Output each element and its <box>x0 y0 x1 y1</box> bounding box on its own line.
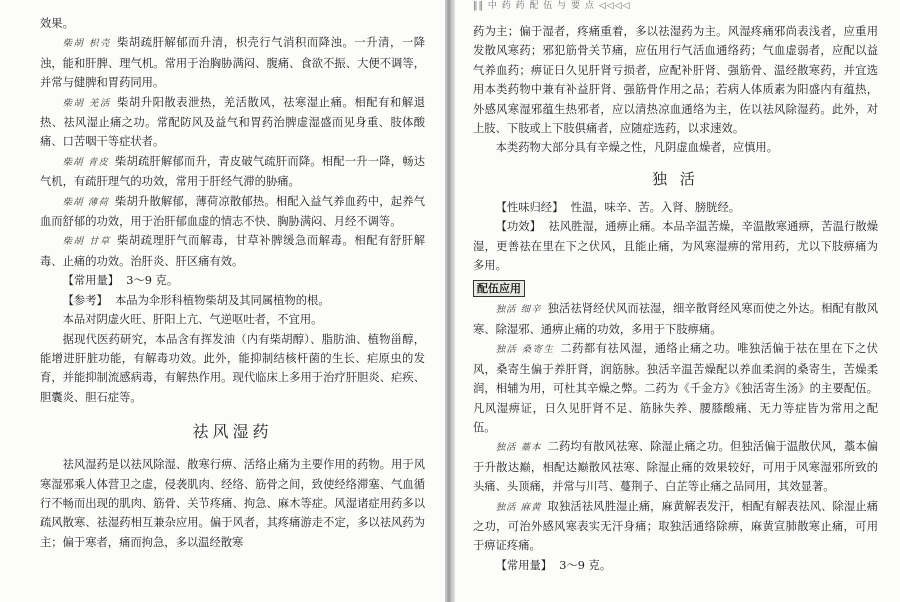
dosage-value: 3～9 克。 <box>559 558 612 572</box>
dosage-paragraph <box>473 556 878 575</box>
combo-run-head: 独活 细辛 <box>495 304 542 316</box>
combo-run-head: 柴胡 枳壳 <box>62 38 111 50</box>
dosage-tag: 【常用量】 <box>62 274 120 288</box>
combo-run-head: 柴胡 羌活 <box>62 97 111 109</box>
combo-paragraph <box>473 299 878 339</box>
reference-text: 本品为伞形科植物柴胡及其同属植物的根。 <box>114 293 330 307</box>
book-spine <box>445 0 455 602</box>
combo-run-head: 独活 桑寄生 <box>495 344 555 356</box>
badge-row <box>473 277 878 297</box>
reference-paragraph <box>40 291 425 310</box>
combination-badge: 配伍应用 <box>473 280 525 297</box>
combo-text: 柴胡疏理肝气而解毒，甘草补脾缓急而解毒。相配有舒肝解毒、止痛的功效。治肝炎、肝区痛有效。 <box>40 234 425 268</box>
combo-run-head: 独活 藁本 <box>495 442 542 454</box>
dosage-paragraph <box>40 271 425 290</box>
combo-paragraph <box>40 93 425 152</box>
combo-text: 柴胡升阳散表泄热，羌活散风，祛寒湿止痛。相配有和解退热、祛风湿止痛之功。常配防风及益气和胃药治脾虚湿盛而见身重、肢体酸痛、口苦咽干等症状者。 <box>40 95 425 149</box>
reference-tag: 【参考】 <box>62 293 108 307</box>
combo-text: 柴胡疏肝解郁而升清，枳壳行气消积而降浊。一升清，一降浊，能和肝脾、理气机。常用于治胸胁满闷、腹痛、食欲不振、大便不调等，并常与健脾和胃药同用。 <box>40 36 425 90</box>
combo-run-head: 柴胡 青皮 <box>62 156 110 168</box>
effect-tag: 【功效】 <box>495 220 542 234</box>
paragraph: 效果。 <box>40 17 74 30</box>
effect-paragraph <box>473 217 878 275</box>
left-page <box>0 0 445 602</box>
right-page <box>455 0 900 602</box>
combo-run-head: 独活 麻黄 <box>495 501 542 513</box>
paragraph: 本类药物大部分具有辛燥之性，凡阴虚血燥者，应慎用。 <box>495 141 779 155</box>
paragraph: 据现代医药研究，本品含有挥发油（内有柴胡醇）、脂肪油、植物甾醇，能增进肝脏功能，有解毒功效。此外，能抑制结核杆菌的生长、疟原虫的发育，并能抑制流感病毒，有解热作用。现代临床上多用于治疗肝胆炎、疟疾、胆囊炎、胆石症等。 <box>40 332 425 404</box>
combo-paragraph <box>40 192 425 232</box>
paragraph: 本品对阴虚火旺、肝阳上亢、气逆呕吐者，不宜用。 <box>62 313 323 327</box>
paragraph: 药为主；偏于湿者，疼痛重着，多以祛湿药为主。风湿疼痛邪尚表浅者，应重用发散风寒药；邪犯筋骨关节痛，应伍用行气活血通络药；气血虚弱者，应配以益气养血药；痹证日久见肝肾亏损者，应配补肝肾、强筋骨、温经散寒药，并宜选用本类药物中兼有补益肝肾、强筋骨作用之品；若病人体质素为阳盛内有蕴热，外感风寒湿邪蕴生热邪者，应以清热凉血通络为主，佐以祛风除湿药。此外，对上肢、下肢或上下肢俱痛者，应随症选药，以求速效。 <box>473 25 878 136</box>
combo-paragraph <box>473 497 878 556</box>
combo-paragraph <box>40 33 425 92</box>
combo-paragraph <box>40 231 425 271</box>
property-paragraph <box>473 198 878 217</box>
effect-text: 祛风胜湿，通痹止痛。本品辛温苦燥，辛温散寒通痹，苦温行散燥湿，更善祛在里在下之伏风，且能止痛，为风寒湿痹的常用药，尤以下肢痹痛为多用。 <box>473 220 878 273</box>
combo-run-head: 柴胡 薄荷 <box>62 196 110 208</box>
property-text: 性温，味辛、苦。入肾、膀胱经。 <box>570 200 741 214</box>
combo-run-head: 柴胡 甘草 <box>62 236 111 248</box>
combo-text: 取独活祛风胜湿止痛，麻黄解表发汗，相配有解表祛风、除湿止痛之功，可治外感风寒表实无汗身痛；取独活通络除痹，麻黄宣肺散寒止痛，可用于痹证疼痛。 <box>473 499 878 553</box>
combo-text: 二药都有祛风湿，通络止痛之功。唯独活偏于祛在里在下之伏风，桑寄生偏于养肝肾，润筋脉。独活辛温苦燥配以养血柔润的桑寄生，苦燥柔润，相辅为用，可杜其辛燥之弊。二药为《千金方》《独活寄生汤》的主要配伍。凡风湿痹证，日久见肝肾不足、筋脉失养、腰膝酸痛、无力等症皆为常用之配伍。 <box>473 342 878 434</box>
dosage-tag: 【常用量】 <box>495 558 553 572</box>
section-title: 独 活 <box>652 169 699 188</box>
combo-paragraph <box>473 437 878 496</box>
combo-paragraph <box>40 152 425 192</box>
combo-text: 柴胡升散解郁，薄荷凉散郁热。相配入益气养血药中，起养气血而舒郁的功效，用于治肝郁血虚的情志不快、胸胁满闷、月经不调等。 <box>40 194 425 229</box>
combo-text: 柴胡疏肝解郁而升，青皮破气疏肝而降。相配一升一降，畅达气机，有疏肝理气的功效，常用于肝经气滞的胁痛。 <box>40 154 425 189</box>
running-header: ‖‖ 中 药 药 配 伍 与 要 点 ◁◁◁◁ <box>473 1 631 11</box>
section-paragraph: 祛风湿药是以祛风除湿、散寒行痹、活络止痛为主要作用的药物。用于风寒湿邪乘人体营卫之虚，侵袭肌肉、经络、筋骨之间，致使经络滞塞、气血循行不畅而出现的肌肉、筋骨、关节疼痛、拘急、麻木等症。风湿诸症用药多以疏风散寒、祛湿药相互兼杂应用。偏于风者，其疼痛游走不定，多以祛风药为主；偏于寒者，痛而拘急，多以温经散寒 <box>40 458 425 549</box>
property-tag: 【性味归经】 <box>495 200 564 214</box>
combo-text: 二药均有散风祛寒、除湿止痛之功。但独活偏于温散伏风，藁本偏于升散达巅，相配达巅散风祛寒、除湿止痛的效果较好，可用于风寒湿邪所致的头痛、头顶痛，并常与川芎、蔓荆子、白芷等止痛之品同用，其效显著。 <box>473 440 878 494</box>
dosage-value: 3～9 克。 <box>126 274 179 288</box>
section-title: 祛风湿药 <box>192 422 273 442</box>
combo-paragraph <box>473 339 878 437</box>
combo-text: 独活祛肾经伏风而祛湿，细辛散肾经风寒而使之外达。相配有散风寒、除湿邪、通痹止痛的功效，多用于下肢痹痛。 <box>473 302 878 336</box>
